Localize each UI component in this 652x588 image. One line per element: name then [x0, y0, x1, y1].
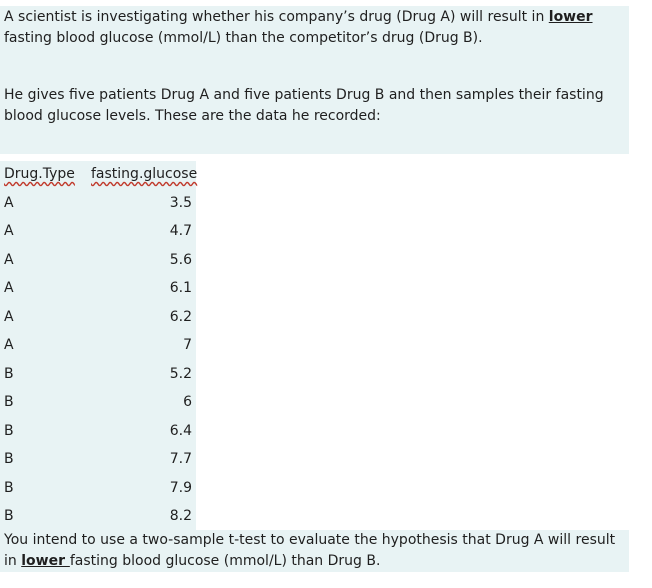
cell-fasting-glucose: 7.7 [169, 451, 192, 467]
table-row [0, 475, 196, 504]
table-row [0, 332, 196, 361]
intro-paragraph-2: He gives five patients Drug A and five patients Drug B and then samples their fasting blood glucose levels. These are the data he recorded: [4, 87, 604, 124]
cell-fasting-glucose: 7.9 [169, 479, 192, 496]
cell-drug-type: B [4, 451, 14, 467]
cell-drug-type: B [4, 365, 14, 382]
table-row [0, 446, 196, 475]
table-row [0, 304, 196, 333]
table-row [0, 418, 196, 447]
table-row [0, 247, 196, 276]
cell-fasting-glucose: 6 [183, 394, 192, 410]
cell-drug-type: A [4, 337, 14, 353]
data-table [0, 161, 196, 532]
table-header [0, 161, 196, 190]
cell-drug-type: B [4, 422, 14, 439]
cell-fasting-glucose: 3.5 [169, 194, 192, 211]
cell-fasting-glucose: 5.6 [169, 251, 192, 268]
outro-block: You intend to use a two-sample t-test to evaluate the hypothesis that Drug A will result in lower fasting blood glucose (mmol/L) than Drug B. [0, 530, 629, 572]
cell-drug-type: A [4, 194, 14, 211]
cell-drug-type: B [4, 479, 14, 496]
emphasis-lower: lower [548, 9, 593, 25]
emphasis-lower: lower [21, 553, 70, 569]
cell-fasting-glucose: 7 [183, 337, 192, 353]
header-fasting-glucose: fasting.glucose [91, 166, 198, 182]
table-row [0, 190, 196, 219]
cell-drug-type: A [4, 308, 14, 325]
cell-drug-type: A [4, 280, 14, 296]
header-drug-type: Drug.Type [4, 166, 75, 182]
cell-fasting-glucose: 5.2 [169, 365, 192, 382]
intro-paragraph-1: A scientist is investigating whether his company’s drug (Drug A) will result in lower fasting blood glucose (mmol/L) than the competitor’s drug (Drug B). [4, 9, 593, 46]
table-row [0, 218, 196, 247]
cell-drug-type: A [4, 223, 14, 239]
table-row [0, 503, 196, 532]
cell-fasting-glucose: 8.2 [169, 508, 192, 524]
cell-drug-type: B [4, 508, 14, 524]
table-row [0, 275, 196, 304]
table-body [0, 190, 196, 532]
intro-block [0, 6, 629, 154]
cell-fasting-glucose: 6.4 [169, 422, 192, 439]
table-row [0, 389, 196, 418]
cell-fasting-glucose: 6.1 [169, 280, 192, 296]
cell-fasting-glucose: 4.7 [169, 223, 192, 239]
cell-drug-type: A [4, 251, 14, 268]
cell-fasting-glucose: 6.2 [169, 308, 192, 325]
table-row [0, 361, 196, 390]
cell-drug-type: B [4, 394, 14, 410]
